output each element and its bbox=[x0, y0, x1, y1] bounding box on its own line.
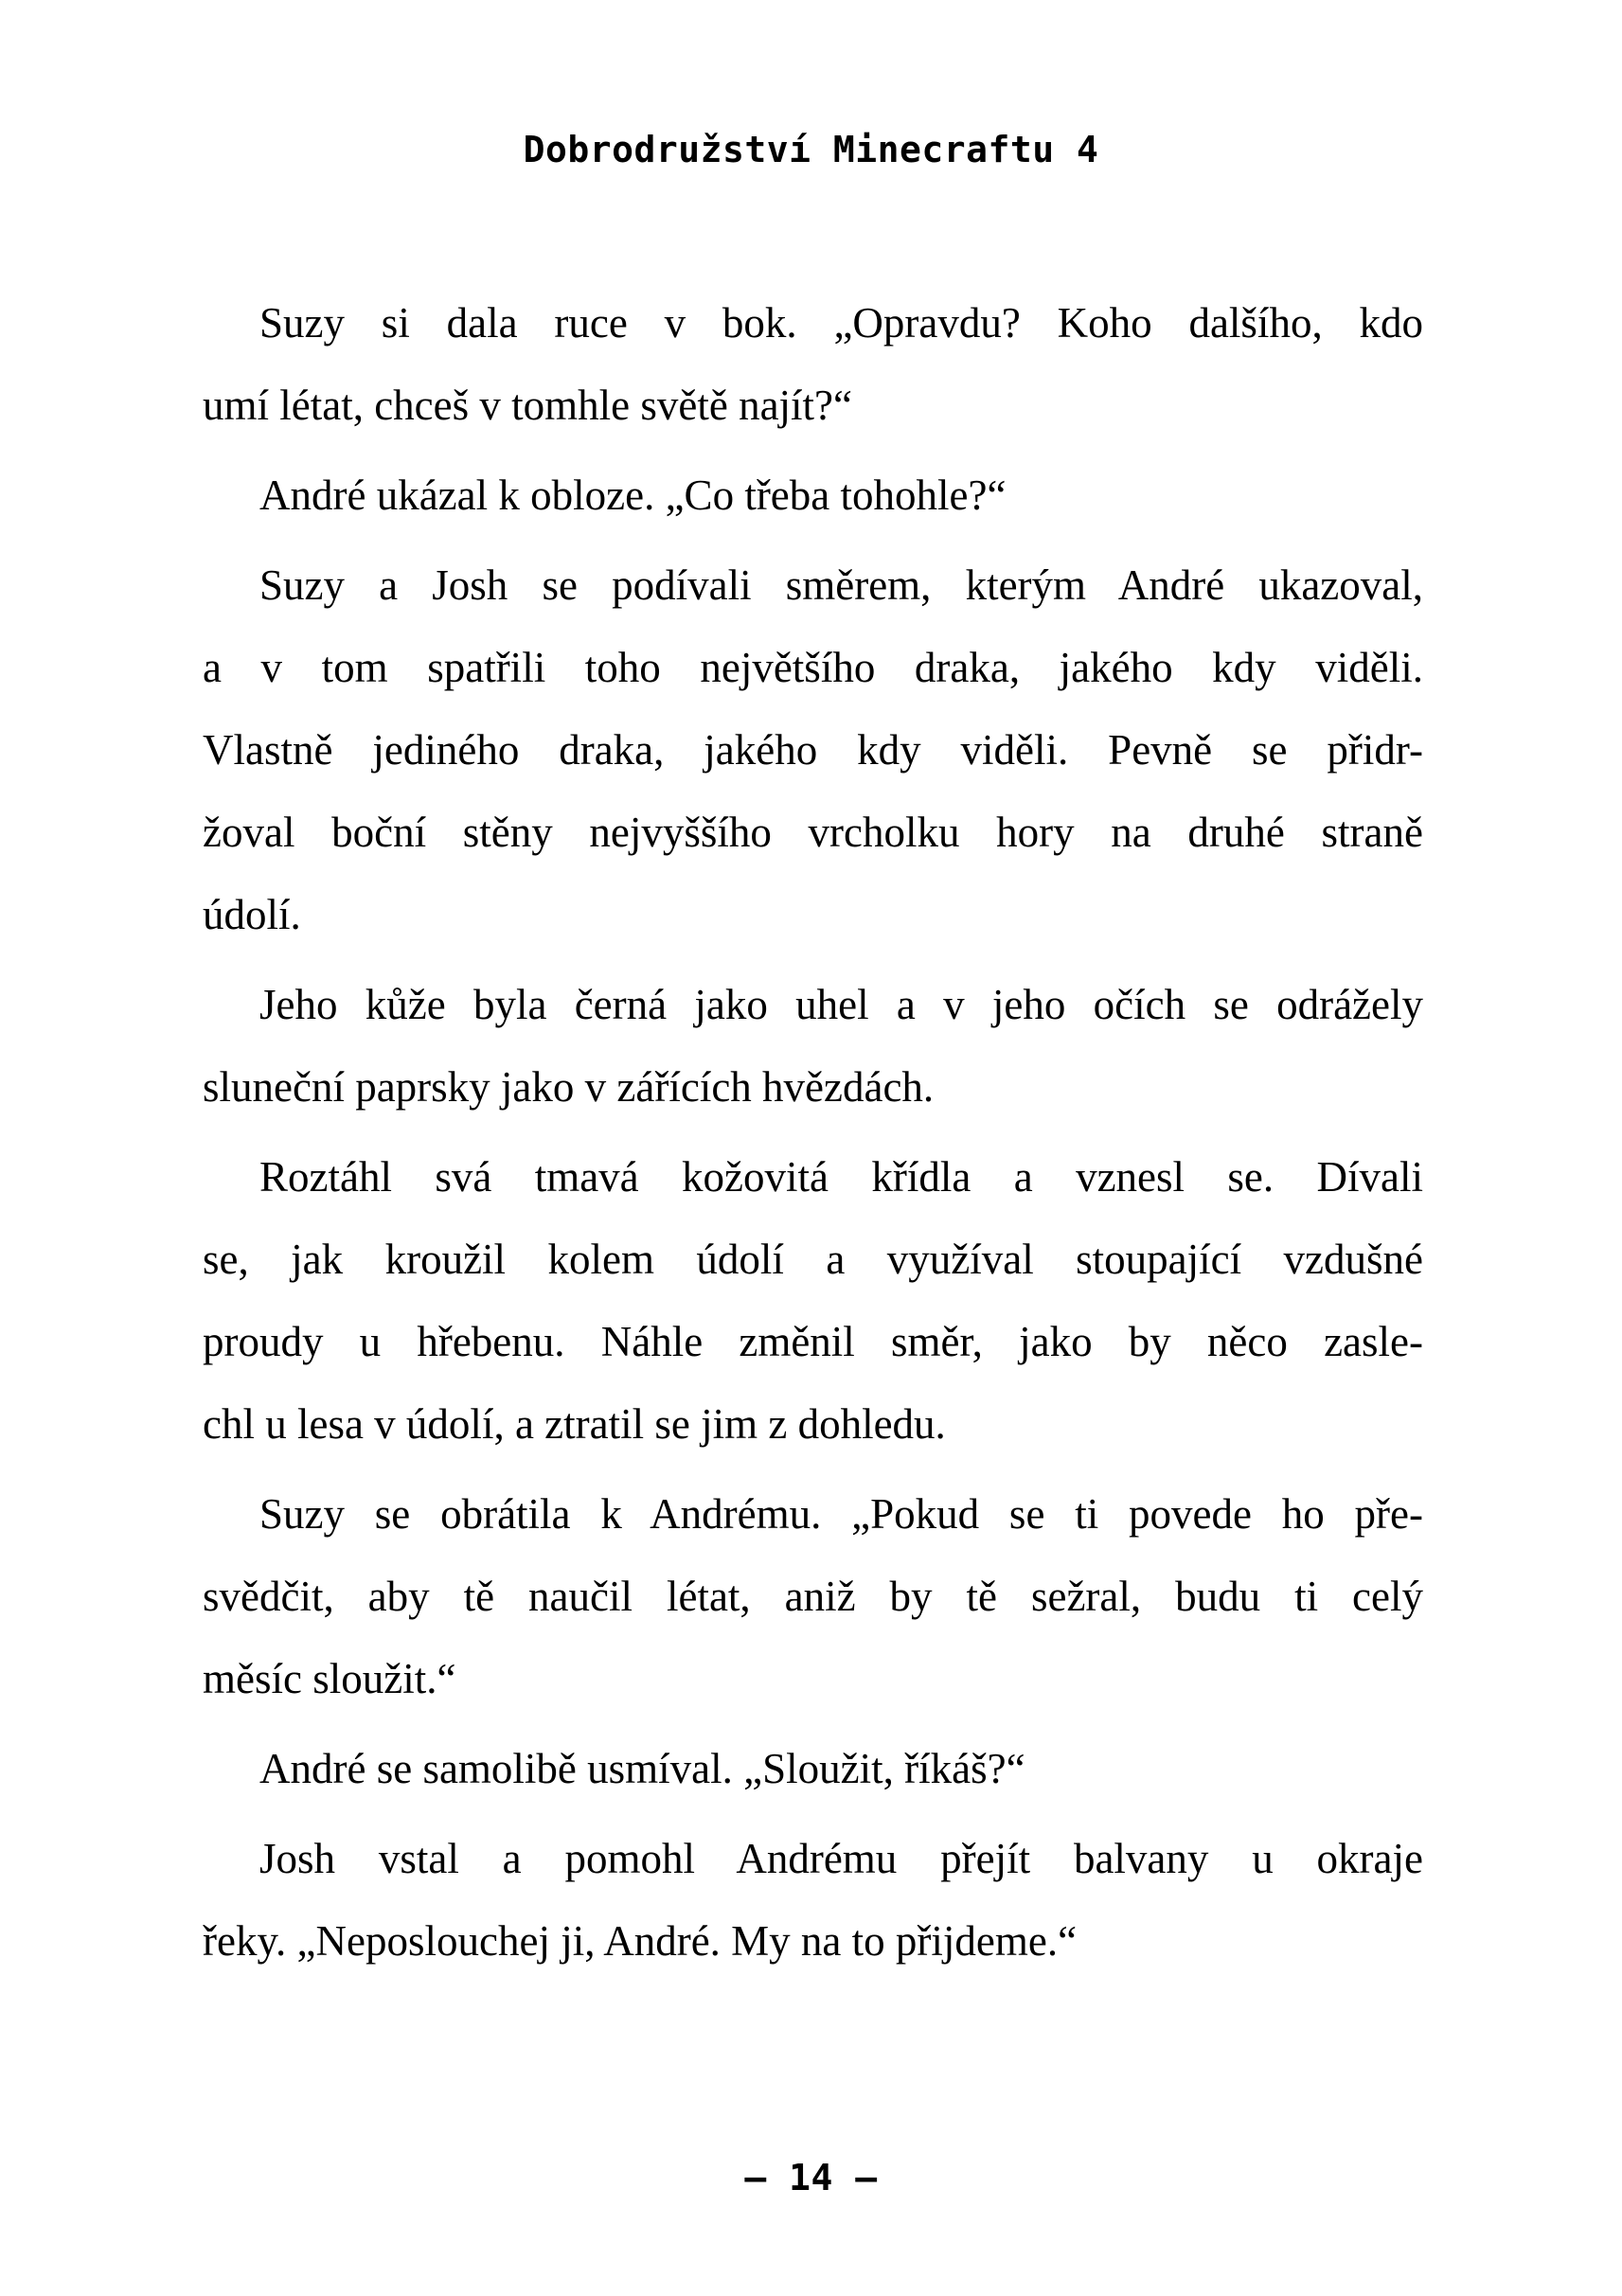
paragraph bbox=[203, 1136, 1423, 1466]
text-line: údolí. bbox=[203, 891, 301, 938]
text-line: řeky. „Neposlouchej ji, André. My na to přijdeme.“ bbox=[203, 1917, 1078, 1965]
text-line: žoval boční stěny nejvyššího vrcholku hory na druhé straně bbox=[203, 809, 1423, 856]
text-line: proudy u hřebenu. Náhle změnil směr, jako by něco zasle- bbox=[203, 1318, 1423, 1365]
text-line: André se samolibě usmíval. „Sloužit, říkáš?“ bbox=[259, 1745, 1025, 1792]
text-line: chl u lesa v údolí, a ztratil se jim z dohledu. bbox=[203, 1400, 946, 1448]
paragraph bbox=[203, 1728, 1423, 1810]
paragraph bbox=[203, 544, 1423, 956]
text-line: Roztáhl svá tmavá kožovitá křídla a vznesl se. Dívali bbox=[259, 1153, 1423, 1201]
text-line: Vlastně jediného draka, jakého kdy viděli. Pevně se přidr- bbox=[203, 726, 1423, 774]
text-line: Suzy si dala ruce v bok. „Opravdu? Koho dalšího, kdo bbox=[259, 299, 1423, 347]
text-line: Jeho kůže byla černá jako uhel a v jeho očích se odrážely bbox=[259, 981, 1423, 1028]
page-number: – 14 – bbox=[744, 2157, 878, 2198]
text-line: a v tom spatřili toho největšího draka, jakého kdy viděli. bbox=[203, 644, 1423, 691]
paragraph bbox=[203, 454, 1423, 537]
page-body bbox=[203, 282, 1423, 1990]
paragraph bbox=[203, 964, 1423, 1129]
text-line: sluneční paprsky jako v zářících hvězdách. bbox=[203, 1063, 935, 1111]
paragraph bbox=[203, 282, 1423, 447]
text-line: Josh vstal a pomohl Andrému přejít balvany u okraje bbox=[259, 1835, 1423, 1882]
text-line: se, jak kroužil kolem údolí a využíval stoupající vzdušné bbox=[203, 1236, 1423, 1283]
text-line: André ukázal k obloze. „Co třeba tohohle?“ bbox=[259, 472, 1007, 519]
text-line: Suzy se obrátila k Andrému. „Pokud se ti povede ho pře- bbox=[259, 1490, 1423, 1538]
text-line: svědčit, aby tě naučil létat, aniž by tě sežral, budu ti celý bbox=[203, 1573, 1423, 1620]
text-line: měsíc sloužit.“ bbox=[203, 1655, 456, 1702]
text-line: Suzy a Josh se podívali směrem, kterým André ukazoval, bbox=[259, 561, 1423, 609]
paragraph bbox=[203, 1818, 1423, 1983]
running-header: Dobrodružství Minecraftu 4 bbox=[523, 129, 1099, 170]
text-line: umí létat, chceš v tomhle světě najít?“ bbox=[203, 382, 853, 429]
paragraph bbox=[203, 1473, 1423, 1720]
